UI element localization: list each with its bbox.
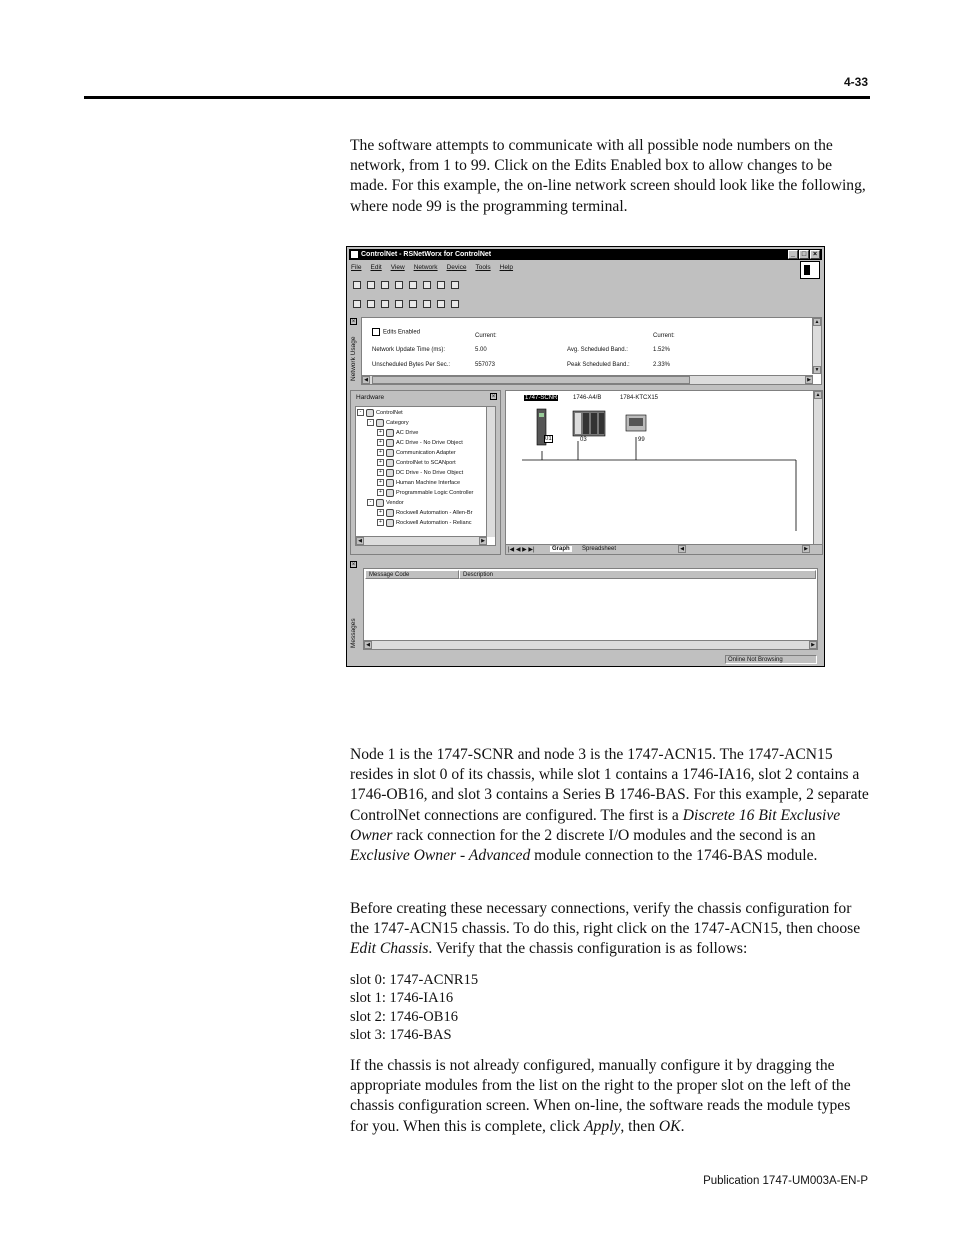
- menu-bar: [351, 262, 513, 274]
- copy-icon[interactable]: [423, 281, 431, 289]
- scroll-down-icon[interactable]: ▼: [814, 367, 820, 373]
- tree-item[interactable]: [357, 438, 473, 448]
- tree-item-label: ControlNet to SCANport: [396, 460, 456, 466]
- scroll-up-icon[interactable]: ▲: [815, 392, 821, 398]
- usage-row-value: 1.52%: [653, 347, 671, 353]
- list-view-icon[interactable]: [395, 300, 403, 308]
- current-header-2: Current:: [653, 333, 675, 339]
- text-run: .: [680, 1117, 685, 1135]
- tree-item[interactable]: [357, 418, 473, 428]
- scroll-right-icon[interactable]: ▶: [802, 545, 810, 553]
- device-label-acn[interactable]: 1746-A4/B: [573, 395, 602, 401]
- text-run: Node 1 is the 1747-SCNR and node 3 is the 1747-ACN15. The 1747-ACN15 resides in slot 0 of its chassis, while slot 1 contains a 1746-IA16, slot 2 contains a 1746-OB16, and slot 3 contains a Series B 1746-BAS. For this example, 2 separate ControlNet connections are configured. The first is a: [350, 746, 869, 824]
- close-messages-icon[interactable]: ×: [351, 562, 356, 568]
- toolbar-1: [353, 279, 459, 291]
- zoom-in-icon[interactable]: [353, 300, 361, 308]
- ok-italic: OK: [658, 1117, 681, 1135]
- status-panel: Online Not Browsing: [725, 655, 817, 664]
- messages-sidebar: [349, 560, 359, 650]
- network-icon[interactable]: [409, 300, 417, 308]
- tree-item-label: Communication Adapter: [396, 450, 456, 456]
- folder-icon: [386, 519, 394, 527]
- current-header-1: Current:: [475, 333, 497, 339]
- graph-panel: [505, 390, 823, 555]
- menu-edit[interactable]: Edit: [370, 264, 382, 271]
- tab-graph[interactable]: Graph: [552, 546, 570, 552]
- collapse-icon[interactable]: -: [357, 409, 364, 416]
- header-rule: [84, 96, 870, 99]
- hardware-label: Hardware: [356, 394, 385, 401]
- minimize-button[interactable]: _: [788, 250, 798, 259]
- edits-enabled-label: Edits Enabled: [383, 329, 421, 336]
- scroll-left-icon[interactable]: ◀: [364, 641, 372, 649]
- messages-panel: [363, 568, 818, 650]
- slot-item: slot 3: 1746-BAS: [350, 1026, 452, 1043]
- tree-item-label: AC Drive - No Drive Object: [396, 440, 463, 446]
- collapse-icon[interactable]: -: [367, 419, 374, 426]
- network-graph: [506, 391, 812, 541]
- slot-item: slot 0: 1747-ACNR15: [350, 972, 479, 988]
- schedule-icon[interactable]: [451, 300, 459, 308]
- paste-icon[interactable]: [437, 281, 445, 289]
- help-pointer-icon[interactable]: [451, 281, 459, 289]
- tab-nav-icon[interactable]: |◀ ◀ ▶ ▶|: [508, 547, 535, 553]
- folder-icon: [386, 509, 394, 517]
- expand-icon[interactable]: +: [377, 429, 384, 436]
- tree-item-label: ControlNet: [376, 410, 403, 416]
- apply-italic: Apply: [584, 1117, 621, 1135]
- folder-icon: [376, 499, 384, 507]
- edits-enabled-row: [372, 328, 420, 336]
- menu-command-italic: Edit Chassis: [350, 940, 429, 958]
- usage-row-name: Network Update Time (ms):: [372, 347, 446, 353]
- title-bar: [349, 249, 822, 260]
- usage-row-name: Unscheduled Bytes Per Sec.:: [372, 362, 451, 368]
- window-title: ControlNet - RSNetWorx for ControlNet: [361, 251, 492, 258]
- scroll-left-icon[interactable]: ◀: [356, 537, 364, 545]
- expand-icon[interactable]: +: [377, 459, 384, 466]
- tree-item[interactable]: [357, 508, 473, 518]
- online-icon[interactable]: [437, 300, 445, 308]
- menu-file[interactable]: File: [351, 264, 362, 271]
- network-usage-panel: [361, 317, 822, 385]
- network-logo-icon: [800, 261, 820, 279]
- edits-enabled-checkbox[interactable]: [372, 328, 380, 336]
- scroll-right-icon[interactable]: ▶: [805, 376, 813, 384]
- tree-item[interactable]: [357, 408, 473, 418]
- close-panel-icon[interactable]: ×: [351, 319, 356, 325]
- scroll-left-icon[interactable]: ◀: [678, 545, 686, 553]
- collapse-icon[interactable]: -: [367, 499, 374, 506]
- chassis-paragraph: [350, 899, 872, 960]
- text-run: , then: [620, 1117, 659, 1135]
- cut-icon[interactable]: [409, 281, 417, 289]
- tree-item-label: Vendor: [386, 500, 404, 506]
- usage-hscroll[interactable]: [362, 375, 813, 384]
- tree-item[interactable]: [357, 498, 473, 508]
- text-run: Before creating these necessary connections, verify the chassis configuration for the 1747-ACN15 chassis. To do this, right click on the 1747-ACN15, then choose: [350, 900, 861, 938]
- usage-row-value: 5.00: [475, 347, 487, 353]
- menu-network[interactable]: Network: [413, 264, 438, 271]
- tree-item[interactable]: [357, 448, 473, 458]
- intro-paragraph: The software attempts to communicate with all possible node numbers on the network, from 1 to 99. Click on the Edits Enabled box to allow changes to be made. For this example, the on-line network screen should look like the following, where node 99 is the programming terminal.: [350, 137, 866, 215]
- usage-row-value: 557073: [475, 362, 496, 368]
- tree-item[interactable]: [357, 468, 473, 478]
- scroll-up-icon[interactable]: ▲: [814, 319, 820, 325]
- close-button[interactable]: ×: [810, 250, 820, 259]
- node-paragraph: [350, 745, 872, 866]
- scroll-right-icon[interactable]: ▶: [809, 641, 817, 649]
- messages-label: Messages: [350, 618, 357, 648]
- expand-icon[interactable]: +: [377, 479, 384, 486]
- menu-device[interactable]: Device: [446, 264, 467, 271]
- messages-hscroll[interactable]: [364, 640, 817, 649]
- close-hardware-icon[interactable]: ×: [491, 394, 496, 400]
- tree-item-label: Rockwell Automation - Relianc: [396, 520, 472, 526]
- menu-help[interactable]: Help: [499, 264, 514, 271]
- scroll-thumb[interactable]: [372, 376, 690, 384]
- tree-item-label: AC Drive: [396, 430, 419, 436]
- folder-icon: [386, 449, 394, 457]
- tree-item-label: Programmable Logic Controller: [396, 490, 474, 496]
- folder-icon: [366, 409, 374, 417]
- app-icon: [351, 251, 358, 258]
- column-description[interactable]: Description: [459, 570, 816, 579]
- tree-vscroll[interactable]: [486, 407, 495, 537]
- expand-icon[interactable]: +: [377, 439, 384, 446]
- graph-tab-strip: [506, 544, 822, 554]
- scroll-left-icon[interactable]: ◀: [362, 376, 370, 384]
- hardware-tree: [357, 408, 473, 528]
- expand-icon[interactable]: +: [377, 449, 384, 456]
- expand-icon[interactable]: +: [377, 489, 384, 496]
- print-icon[interactable]: [395, 281, 403, 289]
- tree-item[interactable]: [357, 518, 473, 528]
- device-label-ktcx[interactable]: 1784-KTCX15: [620, 395, 659, 401]
- publication-footer: Publication 1747-UM003A-EN-P: [703, 1175, 868, 1187]
- tree-item-label: DC Drive - No Drive Object: [396, 470, 464, 476]
- graph-vscroll[interactable]: [813, 391, 822, 545]
- node-number: 03: [580, 437, 587, 443]
- hardware-panel: [350, 390, 501, 555]
- maximize-button[interactable]: □: [799, 250, 809, 259]
- folder-icon: [376, 419, 384, 427]
- zoom-out-icon[interactable]: [367, 300, 375, 308]
- configure-paragraph: [350, 1056, 872, 1137]
- menu-tools[interactable]: Tools: [475, 264, 491, 271]
- connection-type-italic: Discrete 16 Bit Exclusive Owner: [350, 806, 841, 844]
- column-message-code[interactable]: Message Code: [365, 570, 459, 579]
- folder-icon: [386, 459, 394, 467]
- folder-icon: [386, 479, 394, 487]
- slot-item: slot 2: 1746-OB16: [350, 1008, 458, 1025]
- usage-vscroll[interactable]: [812, 318, 821, 374]
- usage-row-name: Peak Scheduled Band.:: [567, 362, 630, 368]
- usage-row-name: Avg. Scheduled Band.:: [567, 347, 628, 353]
- slot-list: [350, 971, 478, 1044]
- folder-icon: [386, 439, 394, 447]
- page-number: 4-33: [843, 75, 868, 89]
- usage-row-value: 2.33%: [653, 362, 671, 368]
- network-usage-label: Network Usage: [350, 336, 357, 381]
- browse-icon[interactable]: [423, 300, 431, 308]
- tree-item-label: Rockwell Automation - Allen-Br: [396, 510, 473, 516]
- text-run: If the chassis is not already configured, manually configure it by dragging the appropriate modules from the list on the right to the proper slot on the left of the chassis configuration screen. When on-line, the software reads the module types for you. When this is complete, click: [350, 1057, 851, 1135]
- text-run: . Verify that the chassis configuration is as follows:: [428, 940, 748, 958]
- scroll-right-icon[interactable]: ▶: [479, 537, 487, 545]
- rsnetworx-window: [346, 246, 825, 667]
- tree-item[interactable]: [357, 488, 473, 498]
- expand-icon[interactable]: +: [377, 509, 384, 516]
- expand-icon[interactable]: +: [377, 469, 384, 476]
- text-run: module connection to the 1746-BAS module.: [530, 847, 818, 865]
- connection-type-italic: Exclusive Owner - Advanced: [350, 847, 531, 865]
- tab-spreadsheet[interactable]: Spreadsheet: [582, 546, 617, 552]
- open-icon[interactable]: [367, 281, 375, 289]
- new-icon[interactable]: [353, 281, 361, 289]
- device-label-scnr[interactable]: 1747-SCNR: [525, 395, 558, 401]
- folder-icon: [386, 489, 394, 497]
- tree-item[interactable]: [357, 428, 473, 438]
- tree-item[interactable]: [357, 478, 473, 488]
- menu-view[interactable]: View: [390, 264, 405, 271]
- save-icon[interactable]: [381, 281, 389, 289]
- node-number: 01: [545, 436, 552, 442]
- hardware-tree-box: [355, 406, 496, 546]
- node-number: 99: [638, 437, 645, 443]
- folder-icon: [386, 469, 394, 477]
- toolbar-2: [353, 298, 459, 310]
- tree-view-icon[interactable]: [381, 300, 389, 308]
- tree-hscroll[interactable]: [356, 536, 487, 545]
- tree-item-label: Human Machine Interface: [396, 480, 461, 486]
- expand-icon[interactable]: +: [377, 519, 384, 526]
- text-run: rack connection for the 2 discrete I/O modules and the second is an: [392, 826, 816, 844]
- slot-item: slot 1: 1746-IA16: [350, 990, 454, 1007]
- tree-item[interactable]: [357, 458, 473, 468]
- network-usage-sidebar: [349, 317, 359, 385]
- tree-item-label: Category: [386, 420, 409, 426]
- folder-icon: [386, 429, 394, 437]
